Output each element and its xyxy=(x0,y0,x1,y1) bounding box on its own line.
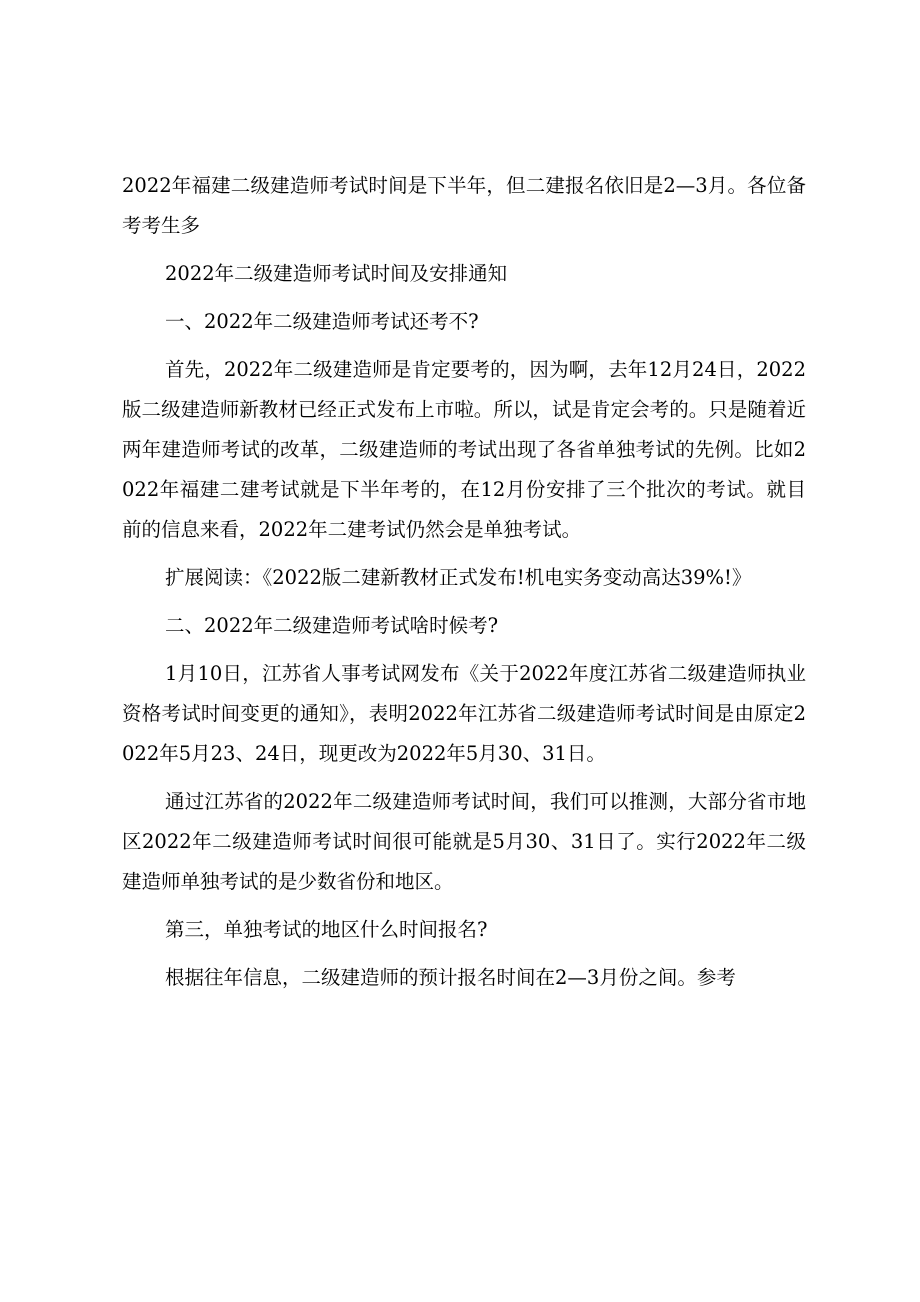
paragraph-intro: 2022年福建二级建造师考试时间是下半年，但二建报名依旧是2—3月。各位备考考生多 xyxy=(122,174,806,237)
paragraph-section-1: 首先，2022年二级建造师是肯定要考的，因为啊，去年12月24日，2022版二级建造师新教材已经正式发布上市啦。所以，试是肯定会考的。只是随着近两年建造师考试的改革，二级建造师的考试出现了各省单独考试的先例。比如2022年福建二建考试就是下半年考的，在12月份安排了三个批次的考试。就目前的信息来看，2022年二建考试仍然会是单独考试。 xyxy=(122,358,806,541)
paragraph-registration: 根据往年信息，二级建造师的预计报名时间在2—3月份之间。参考 xyxy=(165,966,736,989)
section-heading-3: 第三，单独考试的地区什么时间报名? xyxy=(165,918,488,941)
paragraph-inference: 通过江苏省的2022年二级建造师考试时间，我们可以推测，大部分省市地区2022年二级建造师考试时间很可能就是5月30、31日了。实行2022年二级建造师单独考试的是少数省份和地区。 xyxy=(122,790,806,893)
document-body xyxy=(122,166,806,1006)
paragraph-further-reading: 扩展阅读：《2022版二建新教材正式发布!机电实务变动高达39%!》 xyxy=(165,566,752,589)
paragraph-title: 2022年二级建造师考试时间及安排通知 xyxy=(165,262,508,285)
section-heading-1: 一、2022年二级建造师考试还考不? xyxy=(165,310,479,333)
paragraph-jiangsu-notice: 1月10日，江苏省人事考试网发布《关于2022年度江苏省二级建造师执业资格考试时间变更的通知》，表明2022年江苏省二级建造师考试时间是由原定2022年5月23、24日，现更改为2022年5月30、31日。 xyxy=(122,662,806,765)
section-heading-2: 二、2022年二级建造师考试啥时候考? xyxy=(165,614,499,637)
